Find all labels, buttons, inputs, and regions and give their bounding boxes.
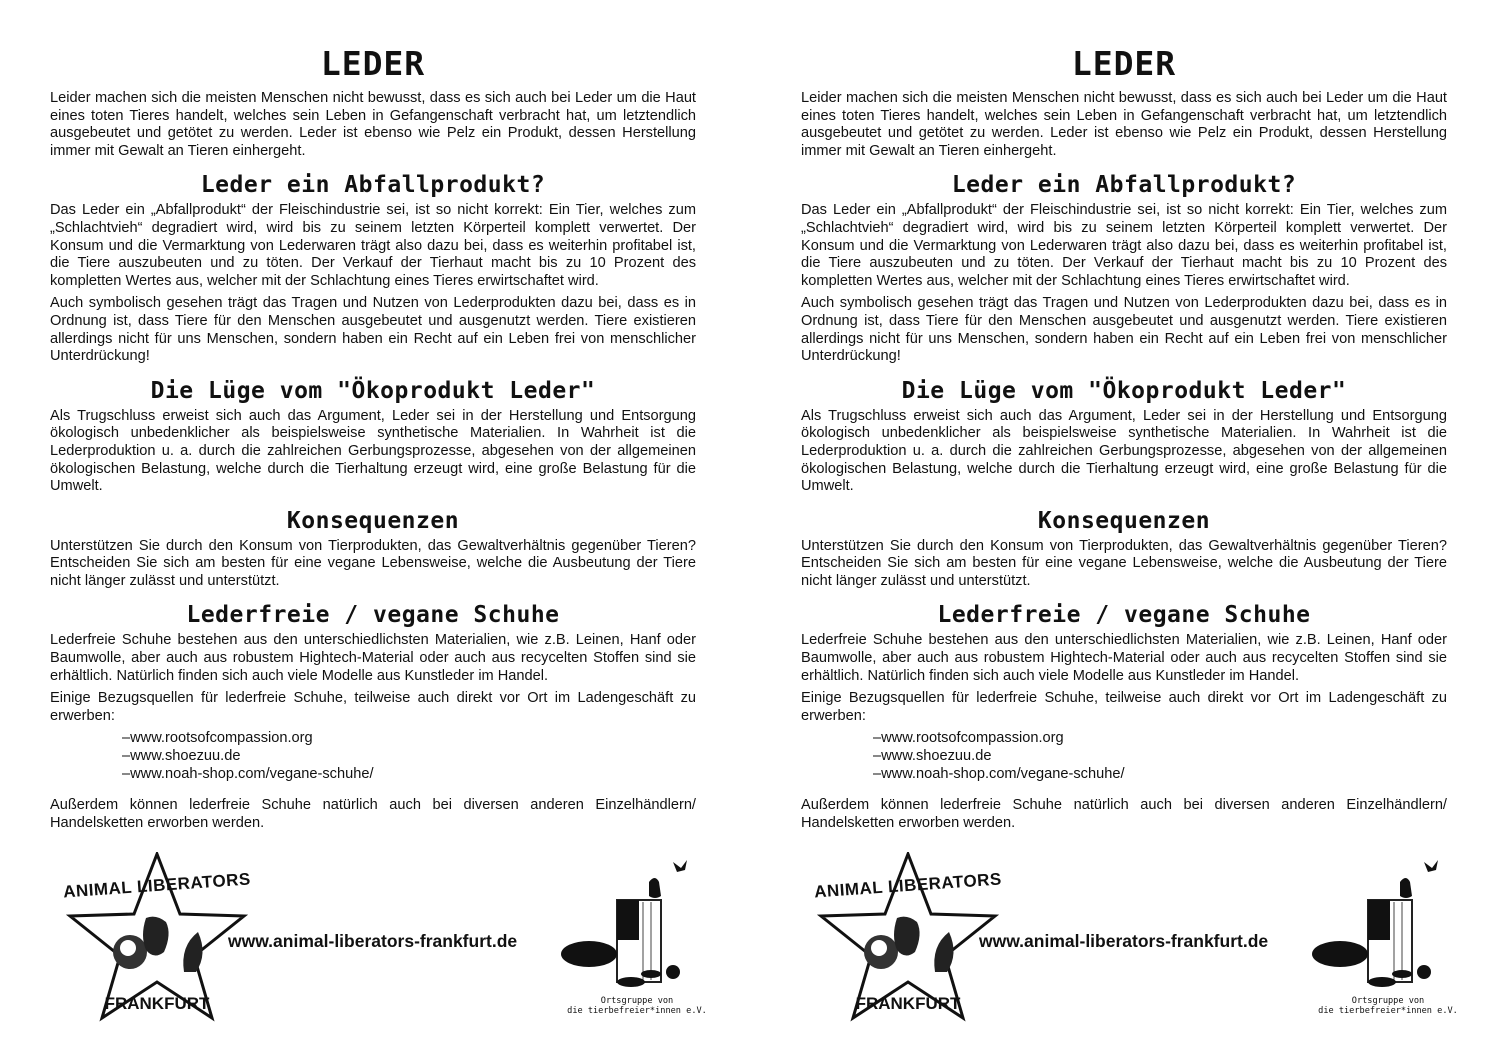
cat-icon — [649, 878, 661, 898]
org-caption — [547, 996, 727, 1016]
shop-link-list — [122, 730, 696, 783]
pig-icon — [561, 941, 617, 967]
animal-liberators-logo — [813, 852, 1003, 1022]
pig-icon — [1312, 941, 1368, 967]
heading-konsequenzen: Konsequenzen — [286, 507, 460, 534]
heading-vegane-schuhe: Lederfreie / vegane Schuhe — [186, 602, 560, 629]
fox-icon — [1368, 977, 1396, 987]
tierbefreier-logo — [1298, 852, 1478, 1032]
shop-link[interactable]: – www.shoezuu.de — [873, 748, 1447, 766]
org-caption — [1298, 996, 1478, 1016]
chicken-icon — [666, 965, 680, 979]
heading-abfallprodukt: Leder ein Abfallprodukt? — [951, 172, 1297, 199]
heading-vegane-schuhe: Lederfreie / vegane Schuhe — [937, 602, 1311, 629]
abfallprodukt-paragraph-1: Das Leder ein „Abfallprodukt“ der Fleischindustrie sei, ist so nicht korrekt: Ein Tier, welches zum „Schlachtvieh“ degradiert wird, wird bis zu seinem letzten Körperteil komplett verwertet. Der Konsum und die Vermarktung von Lederwaren trägt also dazu bei, dass es weiterhin profitabel ist, die Tiere auszubeuten und zu töten. Der Verkauf der Tierhaut macht bis zu 10 Prozent des kompletten Wertes aus, welcher mit der Schlachtung eines Tieres erwirtschaftet wird. — [801, 202, 1447, 289]
org-caption-line-2: die tierbefreier*innen e.V. — [567, 1006, 707, 1016]
konsequenzen-paragraph: Unterstützen Sie durch den Konsum von Tierprodukten, das Gewaltverhältnis gegenüber Tieren? Entscheiden Sie sich am besten für eine vegane Lebensweise, welche die Ausbeutung der Tiere nicht länger zulässt und unterstützt. — [50, 537, 696, 589]
rat-icon — [1392, 970, 1412, 978]
rat-icon — [641, 970, 661, 978]
chicken-icon — [1417, 965, 1431, 979]
heading-oekoprodukt: Die Lüge vom "Ökoprodukt Leder" — [150, 377, 596, 404]
website-link[interactable]: www.animal-liberators-frankfurt.de — [979, 931, 1269, 951]
intro-paragraph: Leider machen sich die meisten Menschen nicht bewusst, dass es sich auch bei Leder um die Haut eines toten Tieres handelt, welches sein Leben in Gefangenschaft verbracht hat, um letztendlich ausgebeutet und getötet zu werden. Leder ist ebenso wie Pelz ein Produkt, dessen Herstellung immer mit Gewalt an Tieren einhergeht. — [801, 90, 1447, 159]
logo-top-text: ANIMAL LIBERATORS — [813, 869, 1003, 902]
shop-link[interactable]: – www.rootsofcompassion.org — [873, 730, 1447, 748]
shop-link-list — [873, 730, 1447, 783]
oekoprodukt-paragraph: Als Trugschluss erweist sich auch das Argument, Leder sei in der Herstellung und Entsorgung ökologisch unbedenklicher als beispielsweise synthetische Materialien. In Wahrheit ist die Lederproduktion u. a. durch die zahlreichen Gerbungsprozesse, abgesehen von der allgemeinen ökologischen Belastung, welche durch die Tierhaltung erzeugt wird, eine große Belastung für die Umwelt. — [50, 407, 696, 495]
schuhe-paragraph-1: Lederfreie Schuhe bestehen aus den unterschiedlichsten Materialien, wie z.B. Leinen, Hanf oder Baumwolle, aber auch aus robustem Hightech-Material oder auch aus recycelten Stoffen sind sie erhältlich. Natürlich finden sich auch viele Modelle aus Kunstleder im Handel. — [801, 632, 1447, 684]
shop-link[interactable]: – www.noah-shop.com/vegane-schuhe/ — [873, 766, 1447, 784]
website-link[interactable]: www.animal-liberators-frankfurt.de — [228, 931, 518, 951]
flyer-footer-right — [813, 852, 1459, 1032]
schuhe-paragraph-1: Lederfreie Schuhe bestehen aus den unterschiedlichsten Materialien, wie z.B. Leinen, Hanf oder Baumwolle, aber auch aus robustem Hightech-Material oder auch aus recycelten Stoffen sind sie erhältlich. Natürlich finden sich auch viele Modelle aus Kunstleder im Handel. — [50, 632, 696, 684]
tierbefreier-logo — [547, 852, 727, 1032]
flyer-right — [801, 44, 1447, 837]
schuhe-paragraph-3: Außerdem können lederfreie Schuhe natürlich auch bei diversen anderen Einzelhändlern/ Handelsketten erworben werden. — [801, 797, 1447, 831]
animal-liberators-logo — [62, 852, 252, 1022]
heading-abfallprodukt: Leder ein Abfallprodukt? — [200, 172, 546, 199]
abfallprodukt-paragraph-1: Das Leder ein „Abfallprodukt“ der Fleischindustrie sei, ist so nicht korrekt: Ein Tier, welches zum „Schlachtvieh“ degradiert wird, wird bis zu seinem letzten Körperteil komplett verwertet. Der Konsum und die Vermarktung von Lederwaren trägt also dazu bei, dass es weiterhin profitabel ist, die Tiere auszubeuten und zu töten. Der Verkauf der Tierhaut macht bis zu 10 Prozent des kompletten Wertes aus, welcher mit der Schlachtung eines Tieres erwirtschaftet wird. — [50, 202, 696, 289]
logo-bottom-text: FRANKFURT — [855, 994, 961, 1013]
heading-konsequenzen: Konsequenzen — [1037, 507, 1211, 534]
paw-icon — [894, 917, 920, 956]
shop-link[interactable]: – www.rootsofcompassion.org — [122, 730, 696, 748]
konsequenzen-paragraph: Unterstützen Sie durch den Konsum von Tierprodukten, das Gewaltverhältnis gegenüber Tieren? Entscheiden Sie sich am besten für eine vegane Lebensweise, welche die Ausbeutung der Tiere nicht länger zulässt und unterstützt. — [801, 537, 1447, 589]
oekoprodukt-paragraph: Als Trugschluss erweist sich auch das Argument, Leder sei in der Herstellung und Entsorgung ökologisch unbedenklicher als beispielsweise synthetische Materialien. In Wahrheit ist die Lederproduktion u. a. durch die zahlreichen Gerbungsprozesse, abgesehen von der allgemeinen ökologischen Belastung, welche durch die Tierhaltung erzeugt wird, eine große Belastung für die Umwelt. — [801, 407, 1447, 495]
schuhe-paragraph-2: Einige Bezugsquellen für lederfreie Schuhe, teilweise auch direkt vor Ort im Ladengeschäft zu erwerben: — [801, 690, 1447, 724]
heading-oekoprodukt: Die Lüge vom "Ökoprodukt Leder" — [901, 377, 1347, 404]
bird-icon — [1424, 860, 1438, 872]
shop-link[interactable]: – www.noah-shop.com/vegane-schuhe/ — [122, 766, 696, 784]
org-caption-line-2: die tierbefreier*innen e.V. — [1318, 1006, 1458, 1016]
logo-top-text: ANIMAL LIBERATORS — [62, 869, 252, 902]
flyer-title: LEDER — [320, 44, 426, 83]
fox-icon — [617, 977, 645, 987]
cat-icon — [1400, 878, 1412, 898]
abfallprodukt-paragraph-2: Auch symbolisch gesehen trägt das Tragen und Nutzen von Lederprodukten dazu bei, dass es in Ordnung ist, dass Tiere für den Menschen ausgebeutet und ausgenutzt werden. Tiere existieren allerdings nicht für uns Menschen, sondern haben ein Recht auf ein Leben frei von menschlicher Unterdrückung! — [801, 295, 1447, 365]
org-caption-line-1: Ortsgruppe von — [1351, 996, 1425, 1006]
paw-icon — [143, 917, 169, 956]
org-caption-line-1: Ortsgruppe von — [600, 996, 674, 1006]
logo-bottom-text: FRANKFURT — [104, 994, 210, 1013]
flyer-title: LEDER — [1071, 44, 1177, 83]
abfallprodukt-paragraph-2: Auch symbolisch gesehen trägt das Tragen und Nutzen von Lederprodukten dazu bei, dass es in Ordnung ist, dass Tiere für den Menschen ausgebeutet und ausgenutzt werden. Tiere existieren allerdings nicht für uns Menschen, sondern haben ein Recht auf ein Leben frei von menschlicher Unterdrückung! — [50, 295, 696, 365]
flyer-footer-left — [62, 852, 708, 1032]
bird-icon — [673, 860, 687, 872]
shop-link[interactable]: – www.shoezuu.de — [122, 748, 696, 766]
schuhe-paragraph-3: Außerdem können lederfreie Schuhe natürlich auch bei diversen anderen Einzelhändlern/ Handelsketten erworben werden. — [50, 797, 696, 831]
schuhe-paragraph-2: Einige Bezugsquellen für lederfreie Schuhe, teilweise auch direkt vor Ort im Ladengeschäft zu erwerben: — [50, 690, 696, 724]
flyer-left — [50, 44, 696, 837]
intro-paragraph: Leider machen sich die meisten Menschen nicht bewusst, dass es sich auch bei Leder um die Haut eines toten Tieres handelt, welches sein Leben in Gefangenschaft verbracht hat, um letztendlich ausgebeutet und getötet zu werden. Leder ist ebenso wie Pelz ein Produkt, dessen Herstellung immer mit Gewalt an Tieren einhergeht. — [50, 90, 696, 159]
